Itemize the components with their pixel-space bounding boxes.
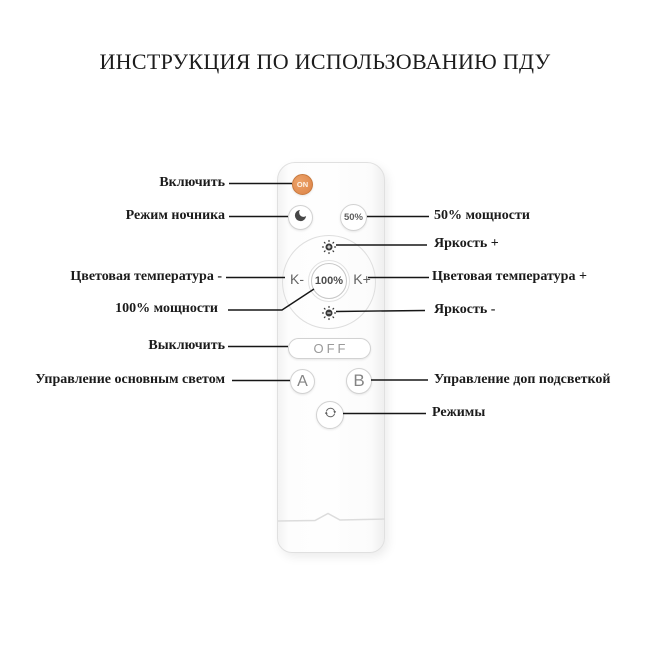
label-100-power: 100% мощности <box>115 301 218 316</box>
label-brightness-plus: Яркость + <box>434 236 499 251</box>
moon-icon <box>293 208 308 228</box>
color-temp-minus-button: K- <box>290 271 304 287</box>
power-100-button: 100% <box>311 263 347 299</box>
battery-cover-seam <box>278 508 386 528</box>
power-off-button: OFF <box>288 338 371 359</box>
label-color-temp-minus: Цветовая температура - <box>70 269 222 284</box>
center-button-ring <box>308 260 350 302</box>
cycle-arrows-icon <box>322 404 339 426</box>
label-aux-light-control: Управление доп подсветкой <box>434 372 611 387</box>
sun-plus-icon <box>321 239 337 255</box>
label-turn-on: Включить <box>159 175 225 190</box>
page-title: ИНСТРУКЦИЯ ПО ИСПОЛЬЗОВАНИЮ ПДУ <box>99 49 551 74</box>
label-brightness-minus: Яркость - <box>434 302 496 317</box>
power-50-button: 50% <box>340 204 367 231</box>
aux-light-button: B <box>346 368 372 394</box>
label-main-light-control: Управление основным светом <box>35 372 225 387</box>
main-light-button: A <box>290 369 315 394</box>
label-turn-off: Выключить <box>148 338 225 353</box>
label-modes: Режимы <box>432 405 486 420</box>
power-on-button: ON <box>292 174 313 195</box>
label-color-temp-plus: Цветовая температура + <box>432 269 587 284</box>
label-night-mode: Режим ночника <box>125 208 225 223</box>
color-temp-plus-button: K+ <box>353 271 371 287</box>
remote-body <box>277 162 385 553</box>
modes-button <box>316 401 344 429</box>
label-50-power: 50% мощности <box>434 208 530 223</box>
night-mode-button <box>288 205 313 230</box>
sun-minus-icon <box>321 305 337 321</box>
